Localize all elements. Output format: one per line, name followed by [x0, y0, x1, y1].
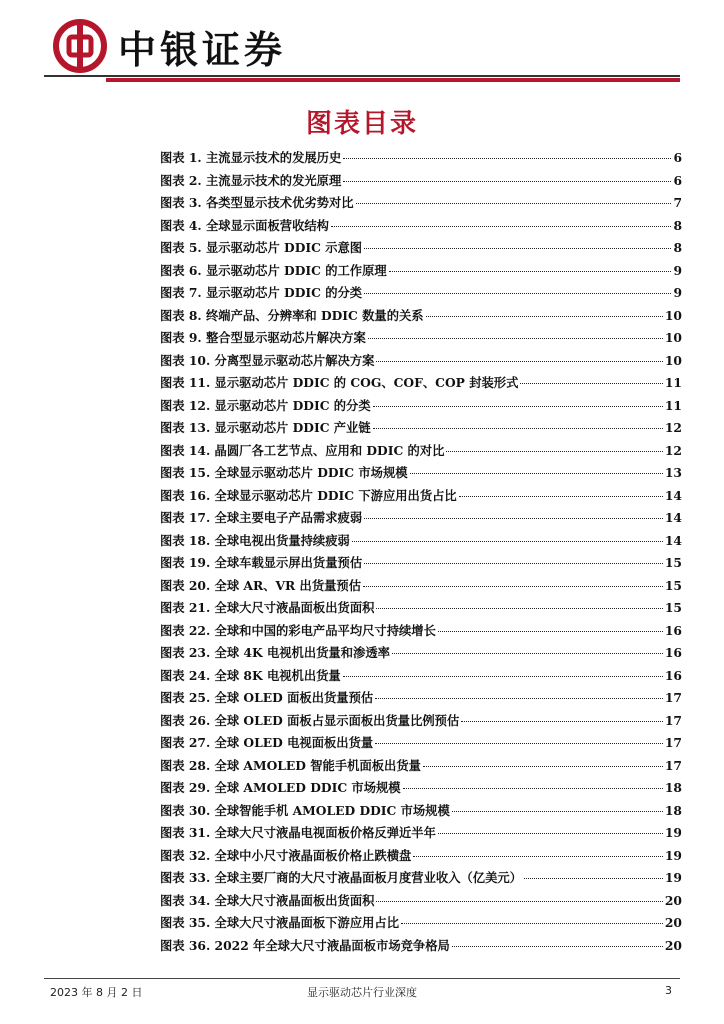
toc-dot-leader	[524, 878, 663, 879]
toc-entry[interactable]	[160, 192, 682, 215]
toc-entry-page: 16	[664, 667, 682, 683]
toc-entry-label: 图表 8. 终端产品、分辨率和 DDIC 数量的关系	[160, 307, 424, 323]
toc-entry-label: 图表 9. 整合型显示驱动芯片解决方案	[160, 330, 366, 345]
toc-entry-page: 12	[664, 420, 682, 435]
toc-entry[interactable]	[160, 890, 682, 913]
toc-entry-label: 图表 22. 全球和中国的彩电产品平均尺寸持续增长	[160, 622, 436, 638]
toc-dot-leader	[368, 338, 663, 339]
toc-dot-leader	[423, 766, 663, 767]
toc-entry-page: 17	[664, 735, 682, 750]
bank-of-china-logo-icon	[52, 18, 108, 74]
toc-dot-leader	[356, 203, 672, 204]
toc-entry-label: 图表 36. 2022 年全球大尺寸液晶面板市场竞争格局	[160, 937, 450, 953]
toc-entry-page: 9	[673, 262, 682, 278]
toc-entry[interactable]	[160, 507, 682, 530]
toc-entry[interactable]	[160, 575, 682, 598]
toc-entry-page: 10	[664, 307, 682, 323]
toc-entry-page: 19	[664, 847, 682, 863]
toc-entry[interactable]	[160, 147, 682, 170]
toc-entry-label: 图表 31. 全球大尺寸液晶电视面板价格反弹近半年	[160, 825, 436, 840]
brand-name: 中银证券	[118, 27, 287, 72]
toc-entry[interactable]	[160, 282, 682, 305]
toc-entry-label: 图表 25. 全球 OLED 面板出货量预估	[160, 690, 374, 705]
toc-entry-label: 图表 4. 全球显示面板营收结构	[160, 217, 329, 233]
toc-entry-label: 图表 21. 全球大尺寸液晶面板出货面积	[160, 600, 375, 615]
toc-entry-page: 7	[673, 195, 682, 210]
toc-dot-leader	[389, 271, 672, 272]
toc-entry[interactable]	[160, 462, 682, 485]
toc-entry[interactable]	[160, 642, 682, 665]
toc-entry-page: 18	[664, 802, 682, 818]
toc-entry[interactable]	[160, 417, 682, 440]
toc-entry[interactable]	[160, 732, 682, 755]
toc-entry-page: 17	[664, 690, 682, 705]
toc-entry-page: 15	[664, 577, 682, 593]
toc-entry-page: 10	[664, 330, 682, 345]
toc-dot-leader	[376, 901, 662, 902]
footer-rule	[44, 978, 680, 979]
toc-entry-label: 图表 1. 主流显示技术的发展历史	[160, 150, 342, 165]
toc-entry[interactable]	[160, 305, 682, 328]
toc-entry-page: 6	[673, 150, 682, 165]
toc-entry-page: 10	[664, 352, 682, 368]
toc-entry-label: 图表 29. 全球 AMOLED DDIC 市场规模	[160, 780, 401, 795]
toc-entry[interactable]	[160, 530, 682, 553]
toc-entry-label: 图表 12. 显示驱动芯片 DDIC 的分类	[160, 397, 371, 413]
toc-entry-label: 图表 15. 全球显示驱动芯片 DDIC 市场规模	[160, 465, 408, 480]
toc-entry-label: 图表 17. 全球主要电子产品需求疲弱	[160, 510, 363, 525]
toc-entry-page: 16	[664, 645, 682, 660]
toc-entry[interactable]	[160, 372, 682, 395]
footer-report-title: 显示驱动芯片行业深度	[307, 986, 417, 999]
brand-logo	[52, 14, 286, 78]
toc-entry-label: 图表 5. 显示驱动芯片 DDIC 示意图	[160, 240, 363, 255]
toc-entry[interactable]	[160, 215, 682, 238]
toc-entry-page: 20	[664, 892, 682, 908]
toc-entry-page: 17	[664, 757, 682, 773]
toc-dot-leader	[520, 383, 662, 384]
toc-entry[interactable]	[160, 912, 682, 935]
toc-entry-label: 图表 18. 全球电视出货量持续疲弱	[160, 532, 350, 548]
toc-dot-leader	[426, 316, 663, 317]
toc-entry-label: 图表 32. 全球中小尺寸液晶面板价格止跌横盘	[160, 847, 412, 863]
toc-entry-label: 图表 11. 显示驱动芯片 DDIC 的 COG、COF、COP 封装形式	[160, 375, 519, 390]
toc-entry-label: 图表 28. 全球 AMOLED 智能手机面板出货量	[160, 757, 421, 773]
toc-entry-label: 图表 34. 全球大尺寸液晶面板出货面积	[160, 892, 375, 908]
toc-dot-leader	[373, 406, 663, 407]
toc-dot-leader	[459, 496, 663, 497]
toc-entry[interactable]	[160, 822, 682, 845]
toc-entry-label: 图表 23. 全球 4K 电视机出货量和渗透率	[160, 645, 390, 660]
toc-entry-label: 图表 16. 全球显示驱动芯片 DDIC 下游应用出货占比	[160, 487, 457, 503]
toc-entry-label: 图表 26. 全球 OLED 面板占显示面板出货量比例预估	[160, 712, 460, 728]
toc-dot-leader	[438, 631, 663, 632]
toc-entry-label: 图表 14. 晶圆厂各工艺节点、应用和 DDIC 的对比	[160, 442, 445, 458]
toc-entry-label: 图表 7. 显示驱动芯片 DDIC 的分类	[160, 285, 363, 300]
toc-entry-page: 14	[664, 510, 682, 525]
toc-entry-page: 16	[664, 622, 682, 638]
toc-entry-page: 18	[664, 780, 682, 795]
toc-dot-leader	[413, 856, 663, 857]
toc-entry-page: 20	[664, 937, 682, 953]
toc-entry-page: 17	[664, 712, 682, 728]
toc-entry[interactable]	[160, 597, 682, 620]
toc-dot-leader	[461, 721, 663, 722]
toc-entry[interactable]	[160, 687, 682, 710]
toc-entry-label: 图表 27. 全球 OLED 电视面板出货量	[160, 735, 374, 750]
toc-dot-leader	[343, 158, 671, 159]
figure-table-of-contents	[160, 147, 682, 957]
toc-entry-page: 8	[673, 240, 682, 255]
toc-entry-label: 图表 13. 显示驱动芯片 DDIC 产业链	[160, 420, 371, 435]
toc-dot-leader	[343, 181, 671, 182]
toc-entry-label: 图表 2. 主流显示技术的发光原理	[160, 172, 342, 188]
header-accent-rule	[106, 78, 680, 82]
toc-entry[interactable]	[160, 867, 682, 890]
toc-dot-leader	[373, 428, 663, 429]
toc-entry[interactable]	[160, 395, 682, 418]
toc-entry-label: 图表 20. 全球 AR、VR 出货量预估	[160, 577, 362, 593]
toc-entry[interactable]	[160, 845, 682, 868]
toc-entry[interactable]	[160, 327, 682, 350]
toc-entry-page: 19	[664, 870, 682, 885]
toc-entry-page: 14	[664, 487, 682, 503]
toc-entry[interactable]	[160, 350, 682, 373]
toc-dot-leader	[364, 248, 671, 249]
toc-dot-leader	[401, 923, 663, 924]
toc-entry[interactable]	[160, 440, 682, 463]
toc-entry-label: 图表 33. 全球主要厂商的大尺寸液晶面板月度营业收入（亿美元）	[160, 870, 522, 885]
toc-dot-leader	[392, 653, 663, 654]
toc-dot-leader	[375, 743, 663, 744]
toc-entry[interactable]	[160, 552, 682, 575]
toc-dot-leader	[446, 451, 662, 452]
toc-entry-page: 20	[664, 915, 682, 930]
toc-entry[interactable]	[160, 485, 682, 508]
toc-entry-page: 11	[664, 375, 682, 390]
toc-dot-leader	[375, 698, 663, 699]
toc-entry[interactable]	[160, 710, 682, 733]
toc-entry-page: 6	[673, 172, 682, 188]
toc-dot-leader	[331, 226, 671, 227]
footer-page-number: 3	[665, 984, 672, 997]
toc-dot-leader	[438, 833, 663, 834]
toc-entry-label: 图表 24. 全球 8K 电视机出货量	[160, 667, 341, 683]
toc-dot-leader	[452, 811, 663, 812]
toc-entry-label: 图表 3. 各类型显示技术优劣势对比	[160, 195, 354, 210]
toc-entry[interactable]	[160, 620, 682, 643]
toc-entry-page: 19	[664, 825, 682, 840]
toc-dot-leader	[410, 473, 663, 474]
toc-entry[interactable]	[160, 755, 682, 778]
toc-dot-leader	[364, 518, 663, 519]
toc-entry-page: 14	[664, 532, 682, 548]
toc-entry-label: 图表 30. 全球智能手机 AMOLED DDIC 市场规模	[160, 802, 450, 818]
toc-entry-label: 图表 35. 全球大尺寸液晶面板下游应用占比	[160, 915, 400, 930]
toc-entry-page: 15	[664, 600, 682, 615]
header-rule	[44, 75, 680, 77]
toc-entry-page: 13	[664, 465, 682, 480]
toc-dot-leader	[376, 361, 662, 362]
toc-entry[interactable]	[160, 260, 682, 283]
toc-dot-leader	[364, 563, 663, 564]
toc-dot-leader	[363, 586, 663, 587]
toc-entry[interactable]	[160, 800, 682, 823]
toc-dot-leader	[343, 676, 663, 677]
toc-entry[interactable]	[160, 777, 682, 800]
toc-entry[interactable]	[160, 237, 682, 260]
toc-entry-label: 图表 19. 全球车载显示屏出货量预估	[160, 555, 363, 570]
toc-dot-leader	[364, 293, 671, 294]
toc-dot-leader	[452, 946, 663, 947]
footer-date: 2023 年 8 月 2 日	[50, 986, 143, 999]
toc-entry[interactable]	[160, 665, 682, 688]
toc-entry[interactable]	[160, 935, 682, 958]
toc-entry-label: 图表 6. 显示驱动芯片 DDIC 的工作原理	[160, 262, 387, 278]
toc-entry[interactable]	[160, 170, 682, 193]
page-title: 图表目录	[305, 109, 418, 139]
toc-entry-page: 8	[673, 217, 682, 233]
toc-entry-label: 图表 10. 分离型显示驱动芯片解决方案	[160, 352, 375, 368]
toc-dot-leader	[376, 608, 662, 609]
toc-entry-page: 11	[664, 397, 682, 413]
toc-entry-page: 9	[673, 285, 682, 300]
toc-entry-page: 12	[664, 442, 682, 458]
toc-dot-leader	[352, 541, 663, 542]
toc-dot-leader	[403, 788, 663, 789]
toc-entry-page: 15	[664, 555, 682, 570]
